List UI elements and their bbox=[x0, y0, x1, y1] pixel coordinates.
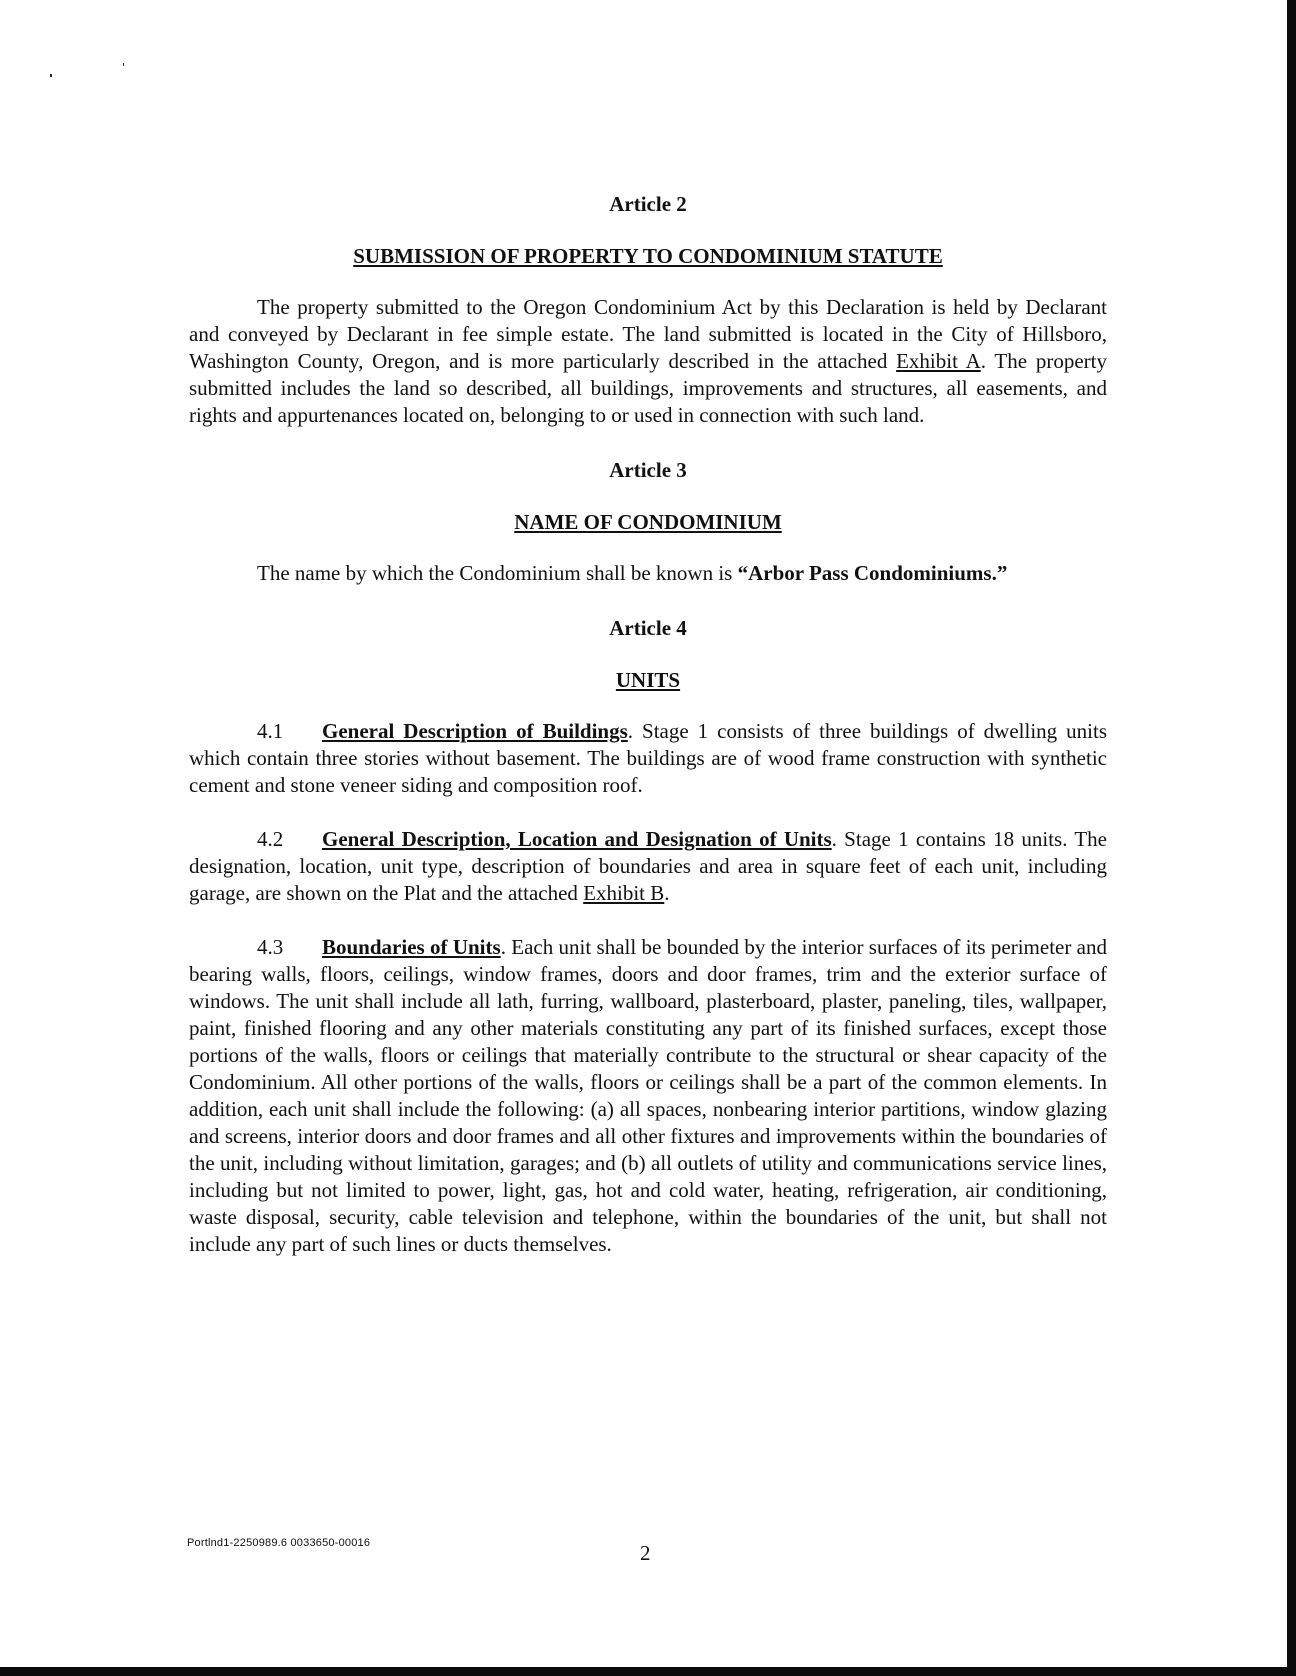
article-2-text-cont: . The property submitted includes the land so described, all buildings, improvements and structures, all easements, and rights and appurtenances located on, belonging to or used in connection with such land. bbox=[189, 349, 1107, 427]
section-text-end: . bbox=[664, 881, 670, 905]
page-number: 2 bbox=[640, 1541, 651, 1565]
article-4-heading: Article 4 bbox=[609, 616, 687, 640]
exhibit-b-reference: Exhibit B bbox=[583, 881, 665, 905]
section-4-1 bbox=[189, 718, 1107, 799]
article-2-text: The property submitted to the Oregon Condominium Act by this Declaration is held by Declarant and conveyed by Declarant in fee simple estate. The land submitted is located in the City of Hillsboro, Washington County, Oregon, and is more particularly described in the attached bbox=[189, 295, 1107, 373]
article-3-heading: Article 3 bbox=[609, 458, 687, 482]
article-4-title: UNITS bbox=[615, 668, 681, 692]
condominium-name: “Arbor Pass Condominiums.” bbox=[737, 561, 1008, 585]
scan-mark bbox=[123, 63, 124, 66]
article-2-title: SUBMISSION OF PROPERTY TO CONDOMINIUM STATUTE bbox=[353, 244, 943, 268]
section-title: Boundaries of Units bbox=[322, 935, 501, 959]
exhibit-a-reference: Exhibit A bbox=[896, 349, 981, 373]
section-text: . Stage 1 consists of three buildings of dwelling units which contain three stories without basement. The buildings are of wood frame construction with synthetic cement and stone veneer siding and composition roof. bbox=[189, 719, 1107, 797]
section-4-2 bbox=[189, 826, 1107, 907]
section-number: 4.3 bbox=[257, 935, 284, 959]
document-id: Portlnd1-2250989.6 0033650-00016 bbox=[187, 1537, 371, 1549]
article-2-paragraph bbox=[189, 294, 1107, 429]
document-body bbox=[189, 190, 1107, 1258]
article-2-heading: Article 2 bbox=[609, 192, 687, 216]
article-3-title: NAME OF CONDOMINIUM bbox=[514, 510, 782, 534]
section-text: . Each unit shall be bounded by the interior surfaces of its perimeter and bearing walls, floors, ceilings, window frames, doors and door frames, trim and the exterior surface of windows. The unit shall include all lath, furring, wallboard, plasterboard, plaster, paneling, tiles, wallpaper, paint, finished flooring and any other materials constituting any part of its finished surfaces, except those portions of the walls, floors or ceilings that materially contribute to the structural or shear capacity of the Condominium. All other portions of the walls, floors or ceilings shall be a part of the common elements. In addition, each unit shall include the following: (a) all spaces, nonbearing interior partitions, window glazing and screens, interior doors and door frames and all other fixtures and improvements within the boundaries of the unit, including without limitation, garages; and (b) all outlets of utility and communications service lines, including but not limited to power, light, gas, hot and cold water, heating, refrigeration, air conditioning, waste disposal, security, cable television and telephone, within the boundaries of the unit, but shall not include any part of such lines or ducts themselves. bbox=[189, 935, 1107, 1256]
section-title: General Description, Location and Designation of Units bbox=[322, 827, 832, 851]
scan-mark bbox=[50, 74, 52, 77]
section-4-3 bbox=[189, 934, 1107, 1258]
section-number: 4.2 bbox=[257, 827, 284, 851]
section-text: . Stage 1 contains 18 units. The designation, location, unit type, description of boundaries and area in square feet of each unit, including garage, are shown on the Plat and the attached bbox=[189, 827, 1107, 905]
section-number: 4.1 bbox=[257, 719, 284, 743]
article-3-text: The name by which the Condominium shall be known is bbox=[257, 561, 738, 585]
article-3-paragraph bbox=[189, 560, 1107, 587]
section-title: General Description of Buildings bbox=[322, 719, 628, 743]
